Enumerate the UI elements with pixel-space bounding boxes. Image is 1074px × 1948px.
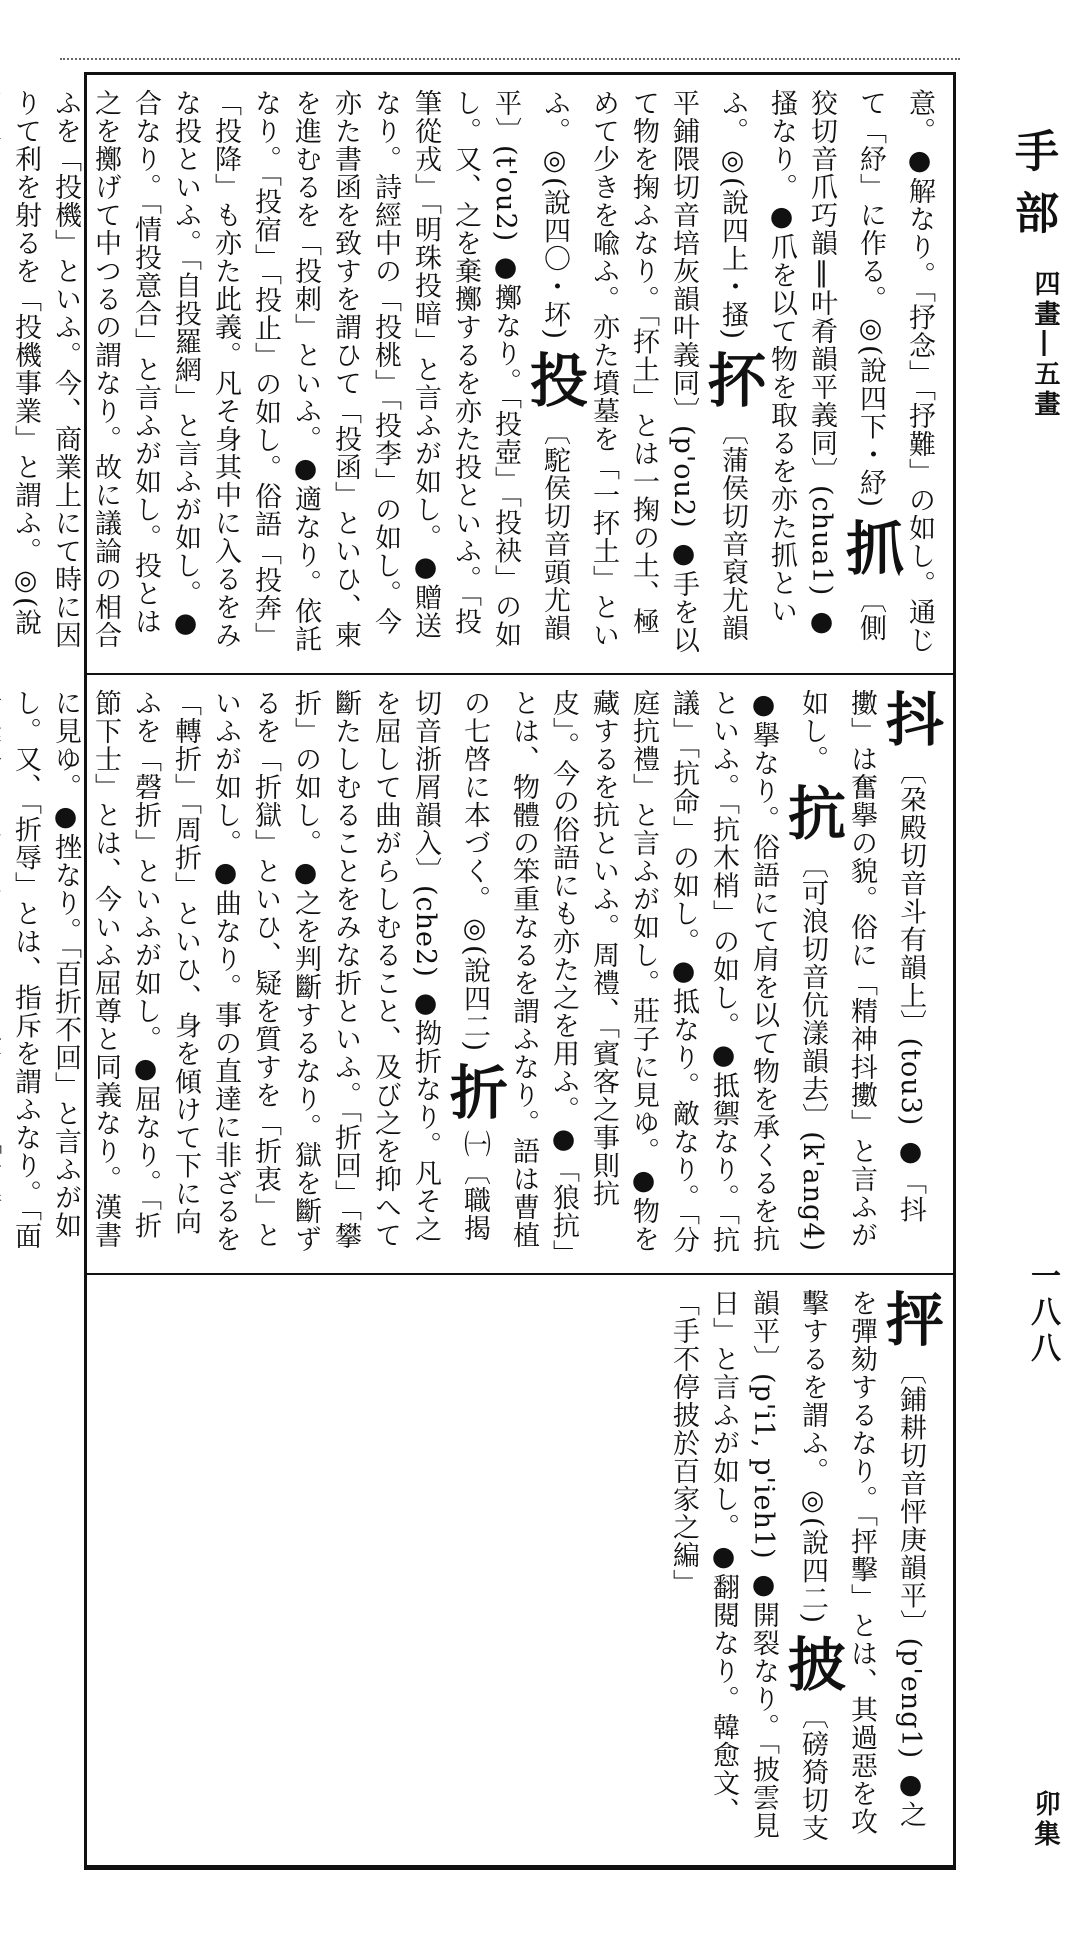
- entry-head-zhe: 折: [440, 1061, 508, 1121]
- entry-head-tou: 投: [520, 349, 588, 409]
- section-1: [10, 75, 953, 675]
- entry-head-dou: 抖: [876, 689, 944, 748]
- entry-head-kang: 抗: [778, 782, 846, 842]
- entry-body-tou: 〔駝侯切音頭尤韻平〕(t'ou2) ●擲なり。「投壺」「投袂」の如し。又、之を棄擲するを亦た投といふ。「投筆從戎」「明珠投暗」と言ふが如し。●贈送なり。詩經中の「投桃」「投李」の如し。今亦た書函を致すを謂ひて「投函」といひ、柬を進むるを「投刺」といふ。●適なり。依託なり。「投宿」「投止」の如し。俗語「投奔」「投降」も亦た此義。凡そ身其中に入るをみな投といふ。「自投羅網」と言ふが如し。●合なり。「情投意合」と言ふが如し。投とは之を擲げて中つるの謂なり。故に議論の相合ふを「投機」といふ。今、商業上にて時に因りて利を射るを「投機事業」と謂ふ。◎(說: [10, 89, 570, 653]
- section-1-text: [10, 89, 939, 659]
- top-dotted-line: [60, 58, 960, 60]
- section-3: [87, 1275, 953, 1865]
- section-3-text: [101, 1289, 944, 1851]
- entry-head-peng: 抨: [876, 1289, 944, 1348]
- entry-body-dou: 〔朶殿切音斗有韻上〕(tou3) ●「抖擻」は奮擧の貌。俗に「精神抖擻」と言ふが如し。: [797, 689, 926, 1249]
- entry-head-pou: 抔: [698, 349, 766, 409]
- entry-head-zhua: 抓: [836, 517, 904, 577]
- page-frame: [10, 72, 956, 1870]
- section-2-text: [10, 689, 944, 1259]
- entry-body-kang: 〔可浪切音伉漾韻去〕(k'ang4) ●擧なり。俗語にて肩を以て物を承くるを抗といふ。「抗木梢」の如し。●抵禦なり。「抗議」「抗命」の如し。●抵なり。敵なり。「分庭抗禮」と言ふが如し。莊子に見ゆ。●物を藏するを抗といふ。周禮、「賓客之事則抗皮」。今の俗語にも亦た之を用ふ。●「狼抗」とは、物體の笨重なるを謂ふなり。語は曹植の七啓に本づく。◎(說四二): [459, 689, 828, 1254]
- entry-body-peng: 〔鋪耕切音怦庚韻平〕(p'eng1) ●之を彈劾するなり。「抨擊」とは、其過惡を攻擊するを謂ふ。◎(說四二): [797, 1289, 926, 1836]
- page-number: 一八八: [1025, 1260, 1060, 1368]
- entry-body-zhua: 〔側狡切音爪巧韻‖叶肴韻平義同〕(chua1) ●搔なり。●爪を以て物を取るを亦た抓といふ。◎(說四上・搔): [717, 89, 886, 643]
- section-2: [10, 675, 953, 1275]
- entry-body-pi: 〔磅猗切支韻平〕(p'i1, p'ieh1) ●開裂なり。「披雲見日」と言ふが如し。●翻閱なり。韓愈文、「手不停披於百家之編」: [668, 1289, 828, 1843]
- volume-label: 卯集: [1030, 1790, 1060, 1850]
- entry-body-pou: 〔蒲侯切音裒尤韻平鋪隈切音培灰韻叶義同〕(p'ou2) ●手を以て物を掬ふなり。「抔土」とは一掬の土、極めて少きを喩ふ。亦た墳墓を「一抔土」といふ。◎(說四〇・坏): [539, 89, 748, 655]
- entry-head-pi: 披: [778, 1633, 846, 1693]
- entry-continuation: 意。●解なり。「抒念」「抒難」の如し。通じて「紓」に作る。◎(說四下・紓): [855, 89, 935, 654]
- stroke-range: 四畫―五畫: [1030, 270, 1060, 420]
- radical-title: 手部: [1007, 128, 1058, 252]
- entry-body-zhe: ㈠〔職揭切音浙屑韻入〕(che2) ●拗折なり。凡そ之を屈して曲がらしむること、及び之を抑へて斷たしむることをみな折といふ。「折回」「攀折」の如し。●之を判斷するなり。獄を斷ずるを「折獄」といひ、疑を質すを「折衷」といふが如し。●曲なり。事の直達に非ざるを「轉折」「周折」といひ、身を傾けて下に向ふを「磬折」といふが如し。●屈なり。「折節下士」とは、今いふ屈尊と同義なり。漢書に見ゆ。●挫なり。「百折不回」と言ふが如し。又、「折辱」とは、指斥を謂ふなり。「面: [10, 689, 490, 1253]
